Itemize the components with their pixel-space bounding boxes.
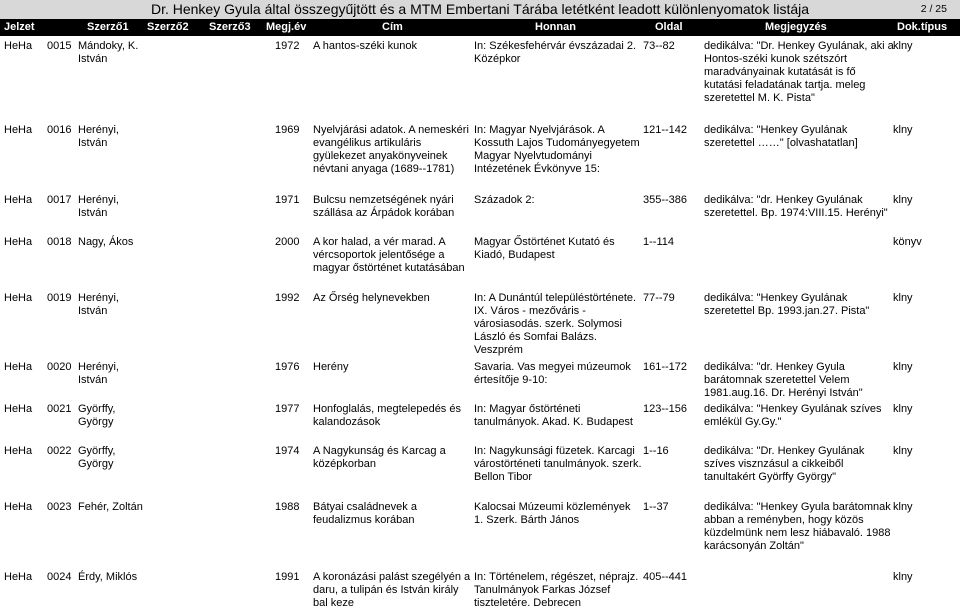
row-num: 0023 — [47, 501, 72, 513]
row-doctype: klny — [893, 194, 913, 206]
row-source: In: Magyar őstörténeti tanulmányok. Akad. K. Budapest — [474, 403, 633, 428]
row-note: dedikálva: "Dr. Henkey Gyulának, aki a Hontos-széki kunok szétszórt maradványainak kutatását is fő kutatási feladatának tartja. meleg szeretettel M. K. Pista" — [704, 40, 894, 104]
row-doctype: klny — [893, 501, 913, 513]
row-author: Herényi, István — [78, 361, 119, 386]
row-pages: 1--16 — [643, 445, 669, 457]
row-note: dedikálva: "Henkey Gyulának szeretettel Bp. 1993.jan.27. Pista" — [704, 292, 870, 317]
row-doctype: klny — [893, 571, 913, 583]
document-title: Dr. Henkey Gyula által összegyűjtött és a MTM Embertani Tárába letétként leadott különlenyomatok listája — [150, 1, 810, 17]
row-doctype: klny — [893, 40, 913, 52]
row-title: A hantos-széki kunok — [313, 40, 417, 52]
header-jelzet: Jelzet — [4, 21, 35, 33]
row-author: Herényi, István — [78, 124, 119, 149]
row-num: 0022 — [47, 445, 72, 457]
row-author: Fehér, Zoltán — [78, 501, 143, 513]
header-szerzo3: Szerző3 — [209, 21, 251, 33]
row-year: 1991 — [275, 571, 300, 583]
row-doctype: klny — [893, 124, 913, 136]
row-note: dedikálva: "Henkey Gyulának szíves emlékül Gy.Gy." — [704, 403, 882, 428]
row-year: 1977 — [275, 403, 300, 415]
row-pages: 1--37 — [643, 501, 669, 513]
row-pages: 73--82 — [643, 40, 675, 52]
row-num: 0019 — [47, 292, 72, 304]
row-doctype: klny — [893, 445, 913, 457]
header-megjev: Megj.év — [266, 21, 307, 33]
row-author: Mándoky, K. István — [78, 40, 139, 65]
row-source: Magyar Őstörténet Kutató és Kiadó, Budapest — [474, 236, 615, 261]
row-doctype: klny — [893, 361, 913, 373]
row-title: Honfoglalás, megtelepedés és kalandozások — [313, 403, 461, 428]
row-source: Századok 2: — [474, 194, 535, 206]
row-jelzet: HeHa — [4, 403, 33, 415]
row-num: 0020 — [47, 361, 72, 373]
row-num: 0024 — [47, 571, 72, 583]
row-num: 0015 — [47, 40, 72, 52]
row-num: 0016 — [47, 124, 72, 136]
row-source: In: A Dunántúl településtörténete. IX. Város - mezőváris - városiasodás. szerk. Solymosi László és Somfai Balázs. Veszprém — [474, 292, 637, 356]
row-note: dedikálva: "Dr. Henkey Gyulának szíves visznzásul a cikkeiből tanultakért Györffy György" — [704, 445, 865, 483]
row-title: A Nagykunság és Karcag a középkorban — [313, 445, 446, 470]
row-source: In: Magyar Nyelvjárások. A Kossuth Lajos Tudományegyetem Magyar Nyelvtudományi Intézetének Évkönyve 15: — [474, 124, 640, 175]
row-num: 0021 — [47, 403, 72, 415]
row-jelzet: HeHa — [4, 194, 33, 206]
header-szerzo2: Szerző2 — [147, 21, 189, 33]
row-year: 2000 — [275, 236, 300, 248]
row-pages: 405--441 — [643, 571, 688, 583]
header-honnan: Honnan — [535, 21, 576, 33]
row-note: dedikálva: "dr. Henkey Gyula barátomnak szeretettel Velem 1981.aug.16. Dr. Herényi István" — [704, 361, 863, 399]
row-year: 1972 — [275, 40, 300, 52]
header-doktipus: Dok.típus — [897, 21, 948, 33]
row-source: In: Nagykunsági füzetek. Karcagi várostörténeti tanulmányok. szerk. Bellon Tibor — [474, 445, 642, 483]
row-source: Savaria. Vas megyei múzeumok értesítője 9-10: — [474, 361, 631, 386]
row-title: A koronázási palást szegélyén a daru, a tulipán és István király bal keze — [313, 571, 471, 609]
row-num: 0017 — [47, 194, 72, 206]
row-pages: 121--142 — [643, 124, 688, 136]
row-source: In: Történelem, régészet, néprajz. Tanulmányok Farkas József tiszteletére. Debrecen — [474, 571, 639, 609]
row-author: Érdy, Miklós — [78, 571, 138, 583]
row-title: A kor halad, a vér marad. A vércsoportok jelentősége a magyar őstörténet kutatásában — [313, 236, 465, 274]
row-source: Kalocsai Múzeumi közlemények 1. Szerk. Bárth János — [474, 501, 631, 526]
row-year: 1969 — [275, 124, 300, 136]
row-title: Bulcsu nemzetségének nyári szállása az Árpádok korában — [313, 194, 455, 219]
row-year: 1992 — [275, 292, 300, 304]
header-szerzo1: Szerző1 — [87, 21, 129, 33]
header-megjegyzes: Megjegyzés — [765, 21, 827, 33]
row-author: Nagy, Ákos — [78, 236, 134, 248]
row-doctype: klny — [893, 292, 913, 304]
row-jelzet: HeHa — [4, 292, 33, 304]
row-jelzet: HeHa — [4, 361, 33, 373]
row-doctype: könyv — [893, 236, 922, 248]
row-pages: 123--156 — [643, 403, 688, 415]
row-note: dedikálva: "dr. Henkey Gyulának szeretettel. Bp. 1974:VIII.15. Herényi" — [704, 194, 888, 219]
row-num: 0018 — [47, 236, 72, 248]
row-pages: 161--172 — [643, 361, 688, 373]
row-note: dedikálva: "Henkey Gyula barátomnak abban a reményben, hogy közös küzdelmünk nem lesz hiábavaló. 1988 karácsonyán Zoltán" — [704, 501, 891, 552]
row-author: Herényi, István — [78, 194, 119, 219]
row-title: Bátyai családnevek a feudalizmus korában — [313, 501, 417, 526]
row-year: 1974 — [275, 445, 300, 457]
row-title: Herény — [313, 361, 349, 373]
row-year: 1988 — [275, 501, 300, 513]
page-number: 2 / 25 — [920, 3, 947, 15]
row-pages: 77--79 — [643, 292, 675, 304]
row-doctype: klny — [893, 403, 913, 415]
row-note: dedikálva: "Henkey Gyulának szeretettel ……" [olvashatatlan] — [704, 124, 858, 149]
row-jelzet: HeHa — [4, 124, 33, 136]
row-year: 1971 — [275, 194, 300, 206]
row-title: Nyelvjárási adatok. A nemeskéri evangélikus artikuláris gyülekezet anyakönyveinek névtani anyaga (1689--1781) — [313, 124, 469, 175]
row-jelzet: HeHa — [4, 501, 33, 513]
header-oldal: Oldal — [655, 21, 683, 33]
row-title: Az Őrség helynevekben — [313, 292, 430, 304]
column-header-row — [0, 19, 960, 36]
row-author: Herényi, István — [78, 292, 119, 317]
row-pages: 355--386 — [643, 194, 688, 206]
row-author: Györffy, György — [78, 445, 116, 470]
row-author: Györffy, György — [78, 403, 116, 428]
row-jelzet: HeHa — [4, 445, 33, 457]
row-pages: 1--114 — [643, 236, 674, 248]
row-jelzet: HeHa — [4, 571, 33, 583]
row-jelzet: HeHa — [4, 236, 33, 248]
row-source: In: Székesfehérvár évszázadai 2. Középkor — [474, 40, 637, 65]
row-jelzet: HeHa — [4, 40, 33, 52]
row-year: 1976 — [275, 361, 300, 373]
header-cim: Cím — [382, 21, 403, 33]
